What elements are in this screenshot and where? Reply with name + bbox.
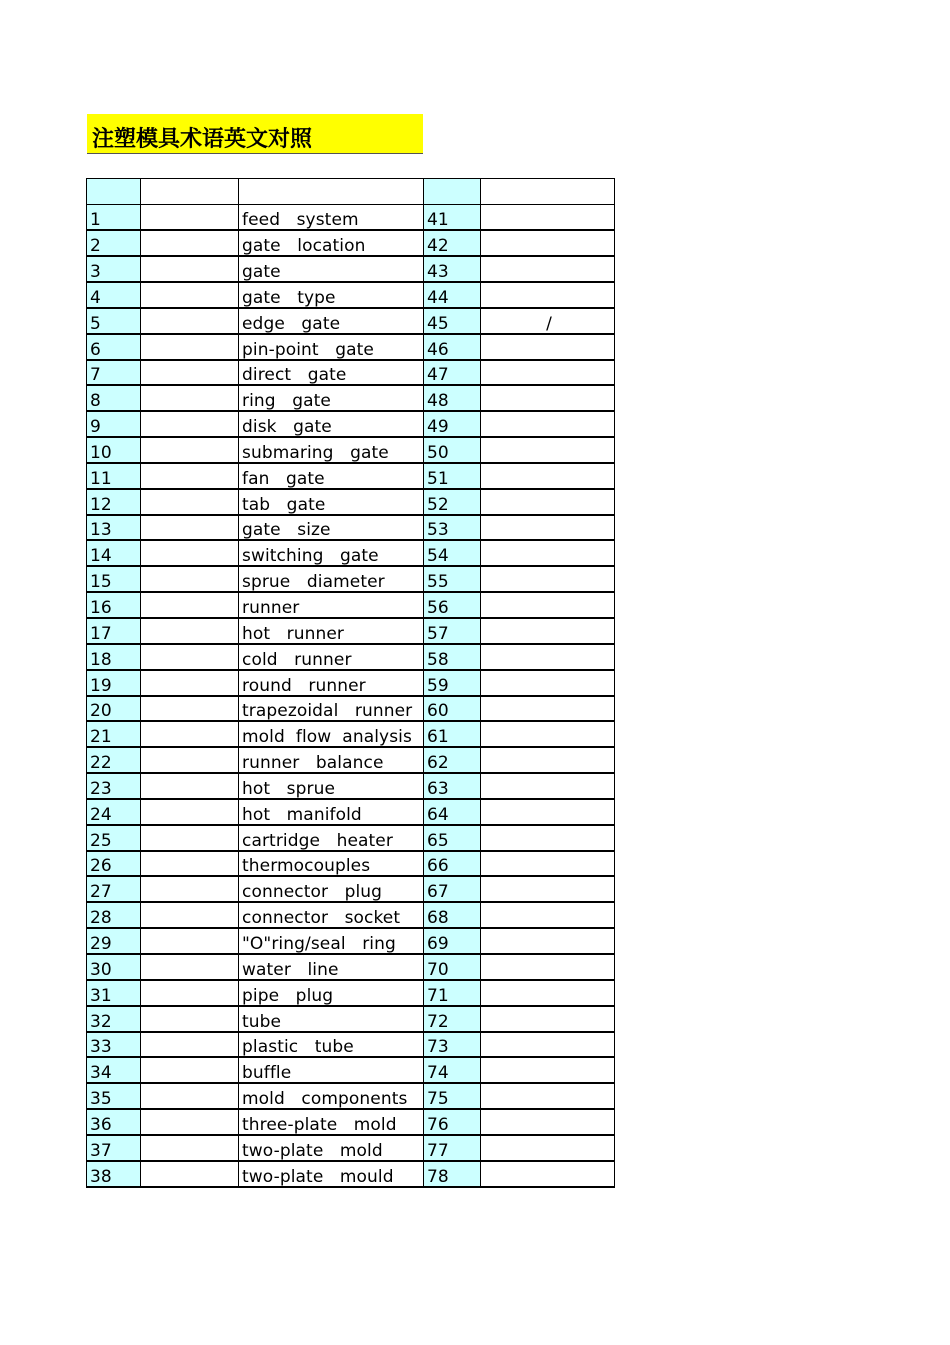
row-chinese-term-cell	[141, 360, 239, 386]
row-chinese-term-cell-2	[481, 902, 615, 928]
row-number-cell-2: 77	[424, 1135, 481, 1161]
row-number-cell-2: 65	[424, 825, 481, 851]
row-chinese-term-cell	[141, 463, 239, 489]
table-row	[87, 1135, 615, 1161]
row-english-term-cell: switching gate	[239, 540, 424, 566]
row-number-cell: 5	[87, 308, 141, 334]
table-row	[87, 1083, 615, 1109]
row-chinese-term-cell-2	[481, 670, 615, 696]
table-row	[87, 205, 615, 231]
row-chinese-term-cell	[141, 256, 239, 282]
row-chinese-term-cell	[141, 1135, 239, 1161]
row-number-cell-2: 53	[424, 515, 481, 541]
row-chinese-term-cell	[141, 205, 239, 231]
row-number-cell: 4	[87, 282, 141, 308]
row-chinese-term-cell	[141, 876, 239, 902]
row-chinese-term-cell-2	[481, 437, 615, 463]
row-chinese-term-cell	[141, 618, 239, 644]
row-number-cell-2: 71	[424, 980, 481, 1006]
row-english-term-cell: plastic tube	[239, 1032, 424, 1058]
row-chinese-term-cell	[141, 1109, 239, 1135]
row-number-cell: 19	[87, 670, 141, 696]
row-number-cell: 28	[87, 902, 141, 928]
row-number-cell: 10	[87, 437, 141, 463]
row-chinese-term-cell-2	[481, 540, 615, 566]
row-number-cell: 38	[87, 1161, 141, 1187]
table-row	[87, 980, 615, 1006]
terms-table	[86, 178, 615, 1188]
table-row	[87, 566, 615, 592]
row-number-cell-2: 60	[424, 696, 481, 722]
row-english-term-cell: trapezoidal runner	[239, 696, 424, 722]
row-chinese-term-cell	[141, 1161, 239, 1187]
row-english-term-cell: hot sprue	[239, 773, 424, 799]
row-number-cell: 2	[87, 230, 141, 256]
table-row	[87, 721, 615, 747]
row-number-cell: 29	[87, 928, 141, 954]
row-chinese-term-cell-2	[481, 515, 615, 541]
row-number-cell-2: 73	[424, 1032, 481, 1058]
row-chinese-term-cell	[141, 670, 239, 696]
row-number-cell-2: 76	[424, 1109, 481, 1135]
row-number-cell-2: 42	[424, 230, 481, 256]
row-number-cell: 17	[87, 618, 141, 644]
row-number-cell-2: 52	[424, 489, 481, 515]
table-row	[87, 773, 615, 799]
row-english-term-cell: connector plug	[239, 876, 424, 902]
row-number-cell-2: 64	[424, 799, 481, 825]
table-row	[87, 592, 615, 618]
table-row	[87, 644, 615, 670]
row-number-cell: 9	[87, 411, 141, 437]
row-chinese-term-cell	[141, 696, 239, 722]
row-english-term-cell: runner	[239, 592, 424, 618]
row-chinese-term-cell	[141, 980, 239, 1006]
row-chinese-term-cell	[141, 644, 239, 670]
row-number-cell: 1	[87, 205, 141, 231]
row-chinese-term-cell-2	[481, 1109, 615, 1135]
row-chinese-term-cell	[141, 954, 239, 980]
row-chinese-term-cell	[141, 799, 239, 825]
row-chinese-term-cell-2	[481, 747, 615, 773]
row-english-term-cell: runner balance	[239, 747, 424, 773]
title-banner	[87, 114, 423, 154]
row-english-term-cell: hot runner	[239, 618, 424, 644]
row-chinese-term-cell-2	[481, 256, 615, 282]
row-number-cell-2: 72	[424, 1006, 481, 1032]
row-chinese-term-cell	[141, 385, 239, 411]
row-number-cell: 26	[87, 851, 141, 877]
row-chinese-term-cell-2	[481, 876, 615, 902]
table-row	[87, 876, 615, 902]
row-chinese-term-cell-2	[481, 980, 615, 1006]
row-chinese-term-cell-2	[481, 773, 615, 799]
row-chinese-term-cell-2	[481, 696, 615, 722]
table-row	[87, 902, 615, 928]
table-row	[87, 928, 615, 954]
header-cell-en	[239, 179, 424, 205]
row-number-cell: 14	[87, 540, 141, 566]
row-number-cell-2: 45	[424, 308, 481, 334]
row-number-cell-2: 56	[424, 592, 481, 618]
header-cell-no	[87, 179, 141, 205]
row-chinese-term-cell	[141, 1083, 239, 1109]
row-chinese-term-cell	[141, 230, 239, 256]
table-row	[87, 954, 615, 980]
row-english-term-cell: feed system	[239, 205, 424, 231]
row-english-term-cell: edge gate	[239, 308, 424, 334]
row-number-cell: 27	[87, 876, 141, 902]
row-english-term-cell: pipe plug	[239, 980, 424, 1006]
row-chinese-term-cell-2	[481, 1006, 615, 1032]
row-english-term-cell: mold flow analysis	[239, 721, 424, 747]
row-chinese-term-cell	[141, 437, 239, 463]
table-row	[87, 1057, 615, 1083]
row-chinese-term-cell-2	[481, 230, 615, 256]
row-english-term-cell: buffle	[239, 1057, 424, 1083]
table-header-row	[87, 179, 615, 205]
row-english-term-cell: connector socket	[239, 902, 424, 928]
row-number-cell: 23	[87, 773, 141, 799]
row-english-term-cell: pin-point gate	[239, 334, 424, 360]
row-english-term-cell: gate location	[239, 230, 424, 256]
row-number-cell: 16	[87, 592, 141, 618]
row-number-cell: 37	[87, 1135, 141, 1161]
row-chinese-term-cell-2	[481, 1057, 615, 1083]
row-number-cell: 34	[87, 1057, 141, 1083]
row-chinese-term-cell-2	[481, 334, 615, 360]
row-english-term-cell: direct gate	[239, 360, 424, 386]
table-row	[87, 334, 615, 360]
row-chinese-term-cell-2	[481, 592, 615, 618]
row-english-term-cell: gate	[239, 256, 424, 282]
row-english-term-cell: disk gate	[239, 411, 424, 437]
row-number-cell: 18	[87, 644, 141, 670]
row-english-term-cell: hot manifold	[239, 799, 424, 825]
row-number-cell-2: 43	[424, 256, 481, 282]
row-english-term-cell: gate type	[239, 282, 424, 308]
row-chinese-term-cell	[141, 902, 239, 928]
row-number-cell: 8	[87, 385, 141, 411]
table-row	[87, 540, 615, 566]
row-number-cell: 21	[87, 721, 141, 747]
row-english-term-cell: two-plate mould	[239, 1161, 424, 1187]
row-chinese-term-cell	[141, 1057, 239, 1083]
row-number-cell: 6	[87, 334, 141, 360]
row-english-term-cell: tube	[239, 1006, 424, 1032]
row-chinese-term-cell-2	[481, 1032, 615, 1058]
header-cell-cn2	[481, 179, 615, 205]
row-number-cell: 30	[87, 954, 141, 980]
row-number-cell-2: 67	[424, 876, 481, 902]
row-english-term-cell: tab gate	[239, 489, 424, 515]
table-row	[87, 385, 615, 411]
page-title: 注塑模具术语英文对照	[92, 127, 313, 152]
row-chinese-term-cell	[141, 851, 239, 877]
row-number-cell: 31	[87, 980, 141, 1006]
row-chinese-term-cell	[141, 515, 239, 541]
row-chinese-term-cell	[141, 489, 239, 515]
header-cell-no2	[424, 179, 481, 205]
table-row	[87, 1032, 615, 1058]
row-number-cell: 12	[87, 489, 141, 515]
row-number-cell-2: 44	[424, 282, 481, 308]
table-row	[87, 411, 615, 437]
row-number-cell: 35	[87, 1083, 141, 1109]
row-chinese-term-cell-2	[481, 489, 615, 515]
row-number-cell-2: 74	[424, 1057, 481, 1083]
row-number-cell-2: 41	[424, 205, 481, 231]
table-row	[87, 1006, 615, 1032]
row-chinese-term-cell-2	[481, 825, 615, 851]
row-english-term-cell: cartridge heater	[239, 825, 424, 851]
table-row	[87, 670, 615, 696]
table-row	[87, 282, 615, 308]
row-chinese-term-cell	[141, 592, 239, 618]
table-row	[87, 618, 615, 644]
row-chinese-term-cell-2	[481, 799, 615, 825]
row-english-term-cell: cold runner	[239, 644, 424, 670]
row-number-cell-2: 58	[424, 644, 481, 670]
row-chinese-term-cell	[141, 282, 239, 308]
row-english-term-cell: water line	[239, 954, 424, 980]
row-chinese-term-cell-2	[481, 360, 615, 386]
row-number-cell-2: 69	[424, 928, 481, 954]
row-chinese-term-cell	[141, 334, 239, 360]
row-number-cell-2: 68	[424, 902, 481, 928]
row-chinese-term-cell-2	[481, 928, 615, 954]
row-chinese-term-cell	[141, 308, 239, 334]
row-number-cell-2: 59	[424, 670, 481, 696]
row-english-term-cell: sprue diameter	[239, 566, 424, 592]
table-row	[87, 489, 615, 515]
row-chinese-term-cell	[141, 747, 239, 773]
row-english-term-cell: fan gate	[239, 463, 424, 489]
row-number-cell-2: 48	[424, 385, 481, 411]
table-row	[87, 515, 615, 541]
row-chinese-term-cell	[141, 1006, 239, 1032]
row-number-cell: 22	[87, 747, 141, 773]
row-number-cell-2: 61	[424, 721, 481, 747]
row-chinese-term-cell-2	[481, 411, 615, 437]
table-row	[87, 696, 615, 722]
row-number-cell: 7	[87, 360, 141, 386]
row-chinese-term-cell-2	[481, 282, 615, 308]
row-number-cell-2: 49	[424, 411, 481, 437]
row-number-cell-2: 75	[424, 1083, 481, 1109]
row-number-cell-2: 62	[424, 747, 481, 773]
row-number-cell-2: 55	[424, 566, 481, 592]
row-chinese-term-cell-2	[481, 644, 615, 670]
row-chinese-term-cell-2	[481, 618, 615, 644]
table-row	[87, 1109, 615, 1135]
row-chinese-term-cell	[141, 540, 239, 566]
table-row	[87, 799, 615, 825]
table-row	[87, 825, 615, 851]
row-english-term-cell: submaring gate	[239, 437, 424, 463]
row-number-cell: 20	[87, 696, 141, 722]
row-number-cell-2: 54	[424, 540, 481, 566]
row-number-cell: 15	[87, 566, 141, 592]
row-chinese-term-cell-2	[481, 851, 615, 877]
table-row	[87, 437, 615, 463]
row-chinese-term-cell-2	[481, 463, 615, 489]
row-number-cell-2: 70	[424, 954, 481, 980]
row-number-cell: 24	[87, 799, 141, 825]
row-number-cell-2: 47	[424, 360, 481, 386]
row-chinese-term-cell	[141, 566, 239, 592]
row-chinese-term-cell-2	[481, 1135, 615, 1161]
row-number-cell-2: 63	[424, 773, 481, 799]
row-number-cell-2: 78	[424, 1161, 481, 1187]
table-row	[87, 851, 615, 877]
terms-table-body	[87, 179, 615, 1187]
row-chinese-term-cell-2	[481, 1161, 615, 1187]
row-number-cell: 11	[87, 463, 141, 489]
header-cell-cn	[141, 179, 239, 205]
row-chinese-term-cell-2	[481, 954, 615, 980]
table-row	[87, 1161, 615, 1187]
row-chinese-term-cell	[141, 721, 239, 747]
row-english-term-cell: round runner	[239, 670, 424, 696]
row-english-term-cell: gate size	[239, 515, 424, 541]
table-row	[87, 308, 615, 334]
row-number-cell: 32	[87, 1006, 141, 1032]
row-chinese-term-cell	[141, 773, 239, 799]
row-chinese-term-cell	[141, 411, 239, 437]
table-row	[87, 256, 615, 282]
row-english-term-cell: thermocouples	[239, 851, 424, 877]
row-number-cell-2: 57	[424, 618, 481, 644]
table-row	[87, 360, 615, 386]
table-row	[87, 747, 615, 773]
row-english-term-cell: three-plate mold	[239, 1109, 424, 1135]
row-number-cell: 25	[87, 825, 141, 851]
row-chinese-term-cell-2	[481, 566, 615, 592]
row-chinese-term-cell	[141, 928, 239, 954]
row-english-term-cell: two-plate mold	[239, 1135, 424, 1161]
row-chinese-term-cell-2	[481, 385, 615, 411]
row-chinese-term-cell-2	[481, 1083, 615, 1109]
row-number-cell-2: 66	[424, 851, 481, 877]
row-number-cell: 36	[87, 1109, 141, 1135]
row-chinese-term-cell	[141, 1032, 239, 1058]
row-number-cell: 33	[87, 1032, 141, 1058]
row-english-term-cell: "O"ring/seal ring	[239, 928, 424, 954]
table-row	[87, 463, 615, 489]
row-number-cell-2: 51	[424, 463, 481, 489]
row-number-cell: 13	[87, 515, 141, 541]
row-number-cell: 3	[87, 256, 141, 282]
row-english-term-cell: ring gate	[239, 385, 424, 411]
row-chinese-term-cell-2: /	[481, 308, 615, 334]
row-number-cell-2: 50	[424, 437, 481, 463]
row-chinese-term-cell-2	[481, 205, 615, 231]
row-chinese-term-cell	[141, 825, 239, 851]
table-row	[87, 230, 615, 256]
row-english-term-cell: mold components	[239, 1083, 424, 1109]
row-number-cell-2: 46	[424, 334, 481, 360]
row-chinese-term-cell-2	[481, 721, 615, 747]
